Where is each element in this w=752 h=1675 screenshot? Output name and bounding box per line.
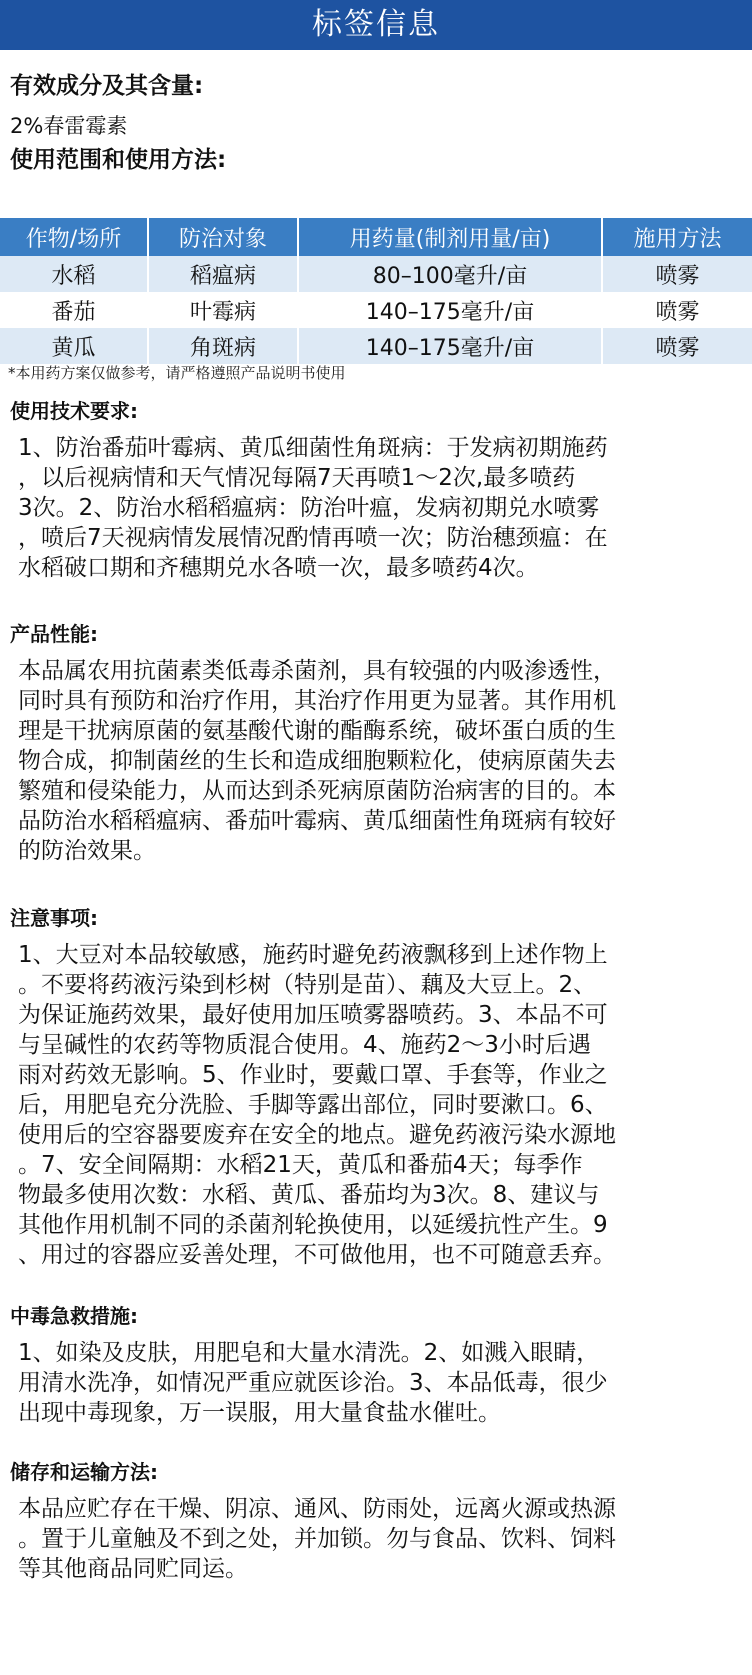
text-line: 同时具有预防和治疗作用，其治疗作用更为显著。其作用机 xyxy=(18,688,616,714)
table-header-cell: 作物/场所 xyxy=(0,218,148,256)
text-line: ，喷后7天视病情发展情况酌情再喷一次；防治穗颈瘟：在 xyxy=(18,525,608,551)
text-line: 等其他商品同贮同运。 xyxy=(18,1556,248,1582)
text-line: 后，用肥皂充分洗脸、手脚等露出部位，同时要漱口。6、 xyxy=(18,1092,608,1118)
table-cell: 叶霉病 xyxy=(148,292,298,328)
text-line: 出现中毒现象，万一误服，用大量食盐水催吐。 xyxy=(18,1400,501,1426)
table-header-row xyxy=(0,218,752,256)
text-line: 1、大豆对本品较敏感，施药时避免药液飘移到上述作物上 xyxy=(18,942,608,968)
text-line: 与呈碱性的农药等物质混合使用。4、施药2～3小时后遇 xyxy=(18,1032,591,1058)
table-cell: 番茄 xyxy=(0,292,148,328)
text-line: 理是干扰病原菌的氨基酸代谢的酯酶系统，破坏蛋白质的生 xyxy=(18,718,616,744)
text-line: 3次。2、防治水稻稻瘟病：防治叶瘟，发病初期兑水喷雾 xyxy=(18,495,600,521)
storage-paragraph xyxy=(18,1494,740,1584)
table-cell: 喷雾 xyxy=(602,256,752,292)
table-row xyxy=(0,328,752,364)
table-header-cell: 用药量(制剂用量/亩) xyxy=(298,218,602,256)
table-row xyxy=(0,256,752,292)
text-line: 。7、安全间隔期：水稻21天，黄瓜和番茄4天；每季作 xyxy=(18,1152,583,1178)
table-cell: 角斑病 xyxy=(148,328,298,364)
ingredient-value: 2%春雷霉素 xyxy=(10,114,128,138)
ingredient-label: 有效成分及其含量: xyxy=(10,73,204,99)
precautions-paragraph xyxy=(18,940,740,1270)
first-aid-label: 中毒急救措施: xyxy=(10,1304,138,1328)
technical-paragraph xyxy=(18,433,740,583)
text-line: 繁殖和侵染能力，从而达到杀死病原菌防治病害的目的。本 xyxy=(18,778,616,804)
precautions-label: 注意事项: xyxy=(10,906,98,930)
usage-label: 使用范围和使用方法: xyxy=(10,147,227,173)
text-line: 物最多使用次数：水稻、黄瓜、番茄均为3次。8、建议与 xyxy=(18,1182,600,1208)
text-line: 。不要将药液污染到杉树（特别是苗）、藕及大豆上。2、 xyxy=(18,972,597,998)
text-line: 用清水洗净，如情况严重应就医诊治。3、本品低毒，很少 xyxy=(18,1370,608,1396)
table-cell: 喷雾 xyxy=(602,328,752,364)
table-cell: 稻瘟病 xyxy=(148,256,298,292)
performance-label: 产品性能: xyxy=(10,622,98,646)
dosage-table xyxy=(0,218,752,364)
text-line: 本品属农用抗菌素类低毒杀菌剂，具有较强的内吸渗透性， xyxy=(18,658,616,684)
storage-label: 储存和运输方法: xyxy=(10,1460,158,1484)
table-header-cell: 防治对象 xyxy=(148,218,298,256)
usage-disclaimer: *本用药方案仅做参考，请严格遵照产品说明书使用 xyxy=(8,364,346,382)
table-cell: 140–175毫升/亩 xyxy=(298,292,602,328)
text-line: 、用过的容器应妥善处理，不可做他用，也不可随意丢弃。 xyxy=(18,1242,616,1268)
text-line: 物合成，抑制菌丝的生长和造成细胞颗粒化，使病原菌失去 xyxy=(18,748,616,774)
table-cell: 黄瓜 xyxy=(0,328,148,364)
technical-label: 使用技术要求: xyxy=(10,399,138,423)
text-line: 水稻破口期和齐穗期兑水各喷一次，最多喷药4次。 xyxy=(18,555,539,581)
table-cell: 140–175毫升/亩 xyxy=(298,328,602,364)
text-line: 雨对药效无影响。5、作业时，要戴口罩、手套等，作业之 xyxy=(18,1062,608,1088)
text-line: 1、防治番茄叶霉病、黄瓜细菌性角斑病：于发病初期施药 xyxy=(18,435,608,461)
text-line: 的防治效果。 xyxy=(18,838,156,864)
text-line: 本品应贮存在干燥、阴凉、通风、防雨处，远离火源或热源 xyxy=(18,1496,616,1522)
table-row xyxy=(0,292,752,328)
first-aid-paragraph xyxy=(18,1338,740,1428)
performance-paragraph xyxy=(18,656,740,866)
table-cell: 喷雾 xyxy=(602,292,752,328)
table-header-cell: 施用方法 xyxy=(602,218,752,256)
text-line: 1、如染及皮肤，用肥皂和大量水清洗。2、如溅入眼睛， xyxy=(18,1340,600,1366)
text-line: 品防治水稻稻瘟病、番茄叶霉病、黄瓜细菌性角斑病有较好 xyxy=(18,808,616,834)
text-line: 。置于儿童触及不到之处，并加锁。勿与食品、饮料、饲料 xyxy=(18,1526,616,1552)
text-line: 使用后的空容器要废弃在安全的地点。避免药液污染水源地 xyxy=(18,1122,616,1148)
text-line: ，以后视病情和天气情况每隔7天再喷1～2次,最多喷药 xyxy=(18,465,576,491)
table-cell: 80–100毫升/亩 xyxy=(298,256,602,292)
text-line: 其他作用机制不同的杀菌剂轮换使用，以延缓抗性产生。9 xyxy=(18,1212,608,1238)
table-cell: 水稻 xyxy=(0,256,148,292)
page-title: 标签信息 xyxy=(0,0,752,50)
text-line: 为保证施药效果，最好使用加压喷雾器喷药。3、本品不可 xyxy=(18,1002,608,1028)
